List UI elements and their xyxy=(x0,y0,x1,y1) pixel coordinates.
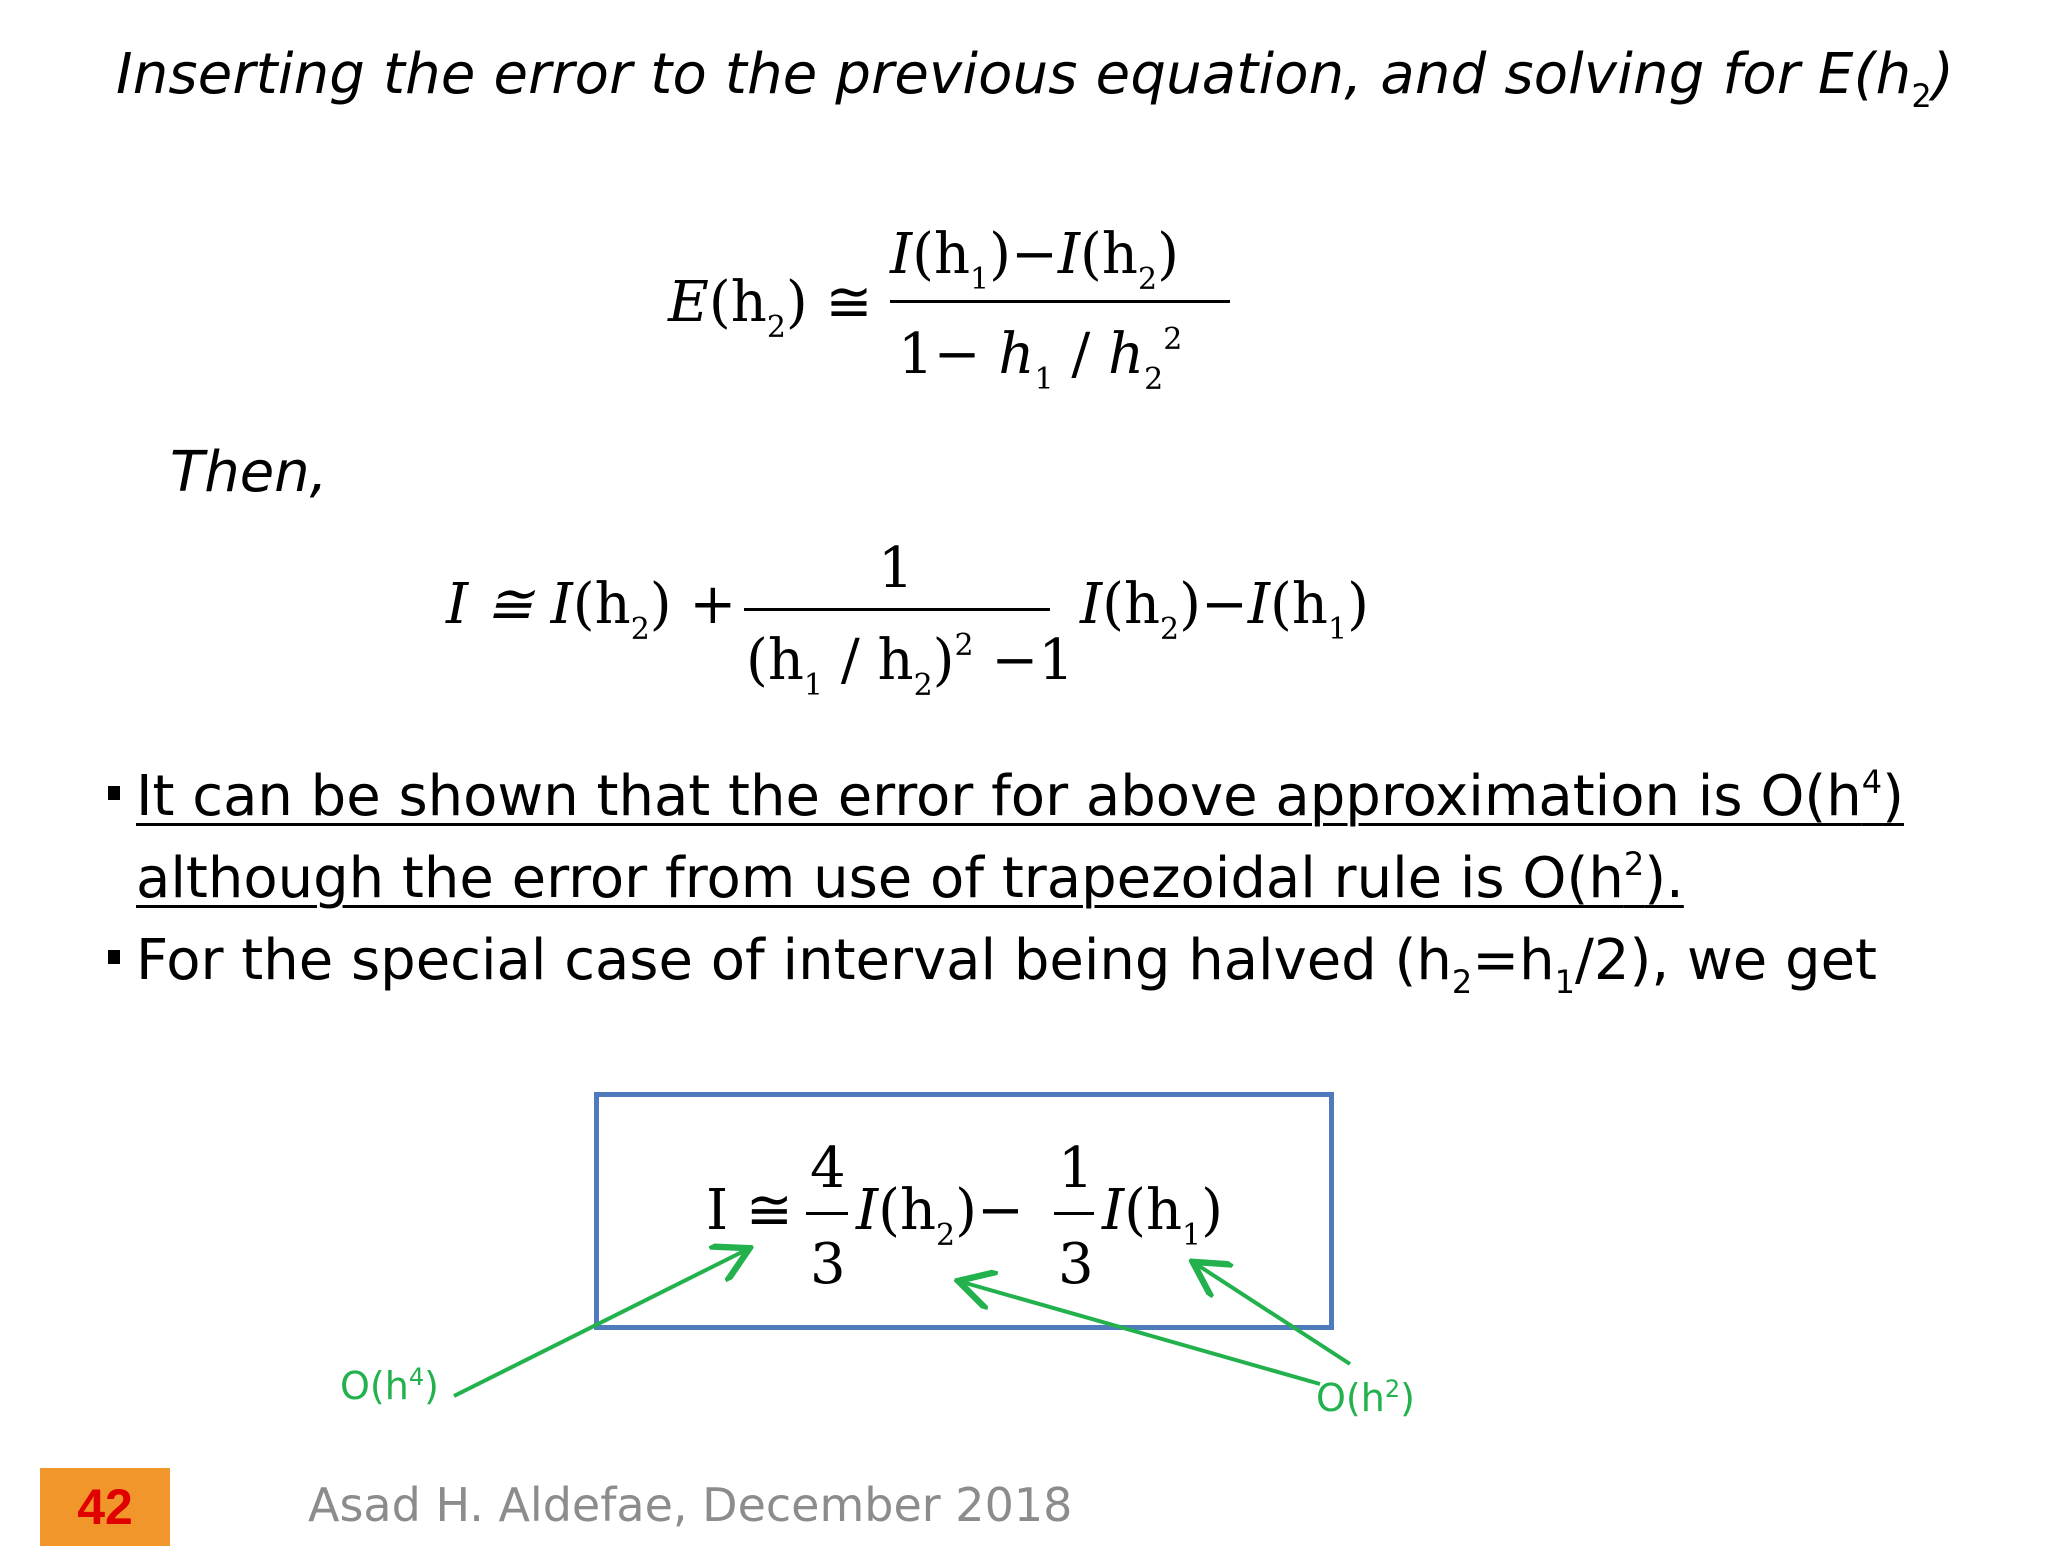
eq3-frac1-den: 3 xyxy=(810,1232,846,1297)
label-order-h2: $O(h^2)$ xyxy=(1316,1375,1415,1420)
bullet-2: For the special case of interval being halved $(h_2=h_1/2)$, we get xyxy=(136,928,1877,1001)
page-number-badge: 42 xyxy=(40,1468,170,1546)
eq3-term2: $I(h_1)$ xyxy=(1102,1178,1223,1253)
footer-author: Asad H. Aldefae, December 2018 xyxy=(308,1478,1073,1532)
eq3-frac2-den: 3 xyxy=(1058,1232,1094,1297)
slide-heading: Inserting the error to the previous equation, and solving for $E(h_2)$ xyxy=(116,42,1954,115)
arrow-to-four-thirds xyxy=(454,1250,746,1396)
eq3-lhs: I ≅ xyxy=(706,1178,793,1243)
eq3-term1: $I(h_2)-$ xyxy=(856,1178,1024,1253)
label-order-h4: $O(h^4)$ xyxy=(340,1363,439,1408)
eq1-lhs: $E(h_2)$ ≅ xyxy=(668,270,873,345)
eq3-frac1-num: 4 xyxy=(810,1136,846,1201)
arrow-to-term-h2 xyxy=(962,1282,1320,1384)
eq2-rhs: $I(h_2)-I(h_1)$ xyxy=(1080,572,1369,647)
arrow-to-term-h1 xyxy=(1196,1264,1350,1364)
eq1-numerator: $I(h_1)-I(h_2)$ xyxy=(890,222,1179,297)
eq2-denominator: $(h_1 / h_2)^2 -1$ xyxy=(746,628,1074,703)
eq1-denominator: $1- h_1 / h_2^2$ xyxy=(898,322,1183,397)
eq3-frac2-num: 1 xyxy=(1058,1136,1094,1201)
eq2-lhs: I ≅ $I(h_2)$ + xyxy=(446,572,737,647)
then-label: Then, xyxy=(170,440,328,505)
eq2-numerator: 1 xyxy=(878,536,914,601)
bullet-1-line-1: It can be shown that the error for above approximation is $O(h^4)$ xyxy=(136,763,1904,829)
bullet-1-line-2: although the error from use of trapezoidal rule is $O(h^2)$. xyxy=(136,845,1684,911)
